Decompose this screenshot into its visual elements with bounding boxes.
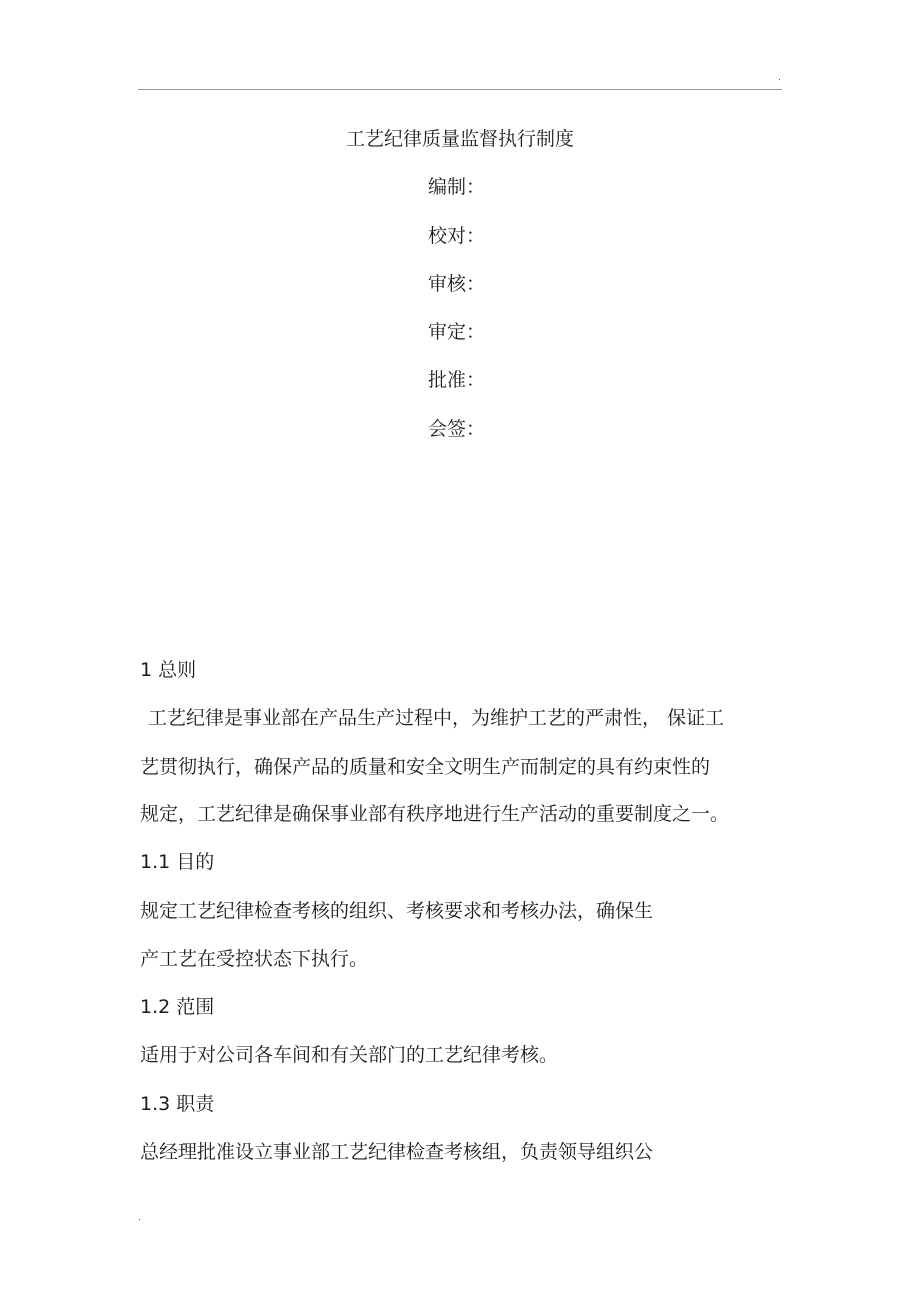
sign-field-countersign: 会签： [428, 418, 486, 440]
section-1-3-heading: 1.3 职责 [140, 1093, 215, 1115]
sign-field-verifier: 审定： [428, 321, 486, 343]
header-corner-mark: . [778, 73, 781, 83]
sign-field-reviewer: 审核： [428, 273, 486, 295]
section-1-2-line-1: 适用于对公司各车间和有关部门的工艺纪律考核。 [140, 1044, 559, 1066]
header-rule [138, 89, 782, 90]
section-1-1-line-2: 产工艺在受控状态下执行。 [140, 948, 369, 970]
section-1-1-line-1: 规定工艺纪律检查考核的组织、考核要求和考核办法，确保生 [140, 900, 654, 922]
section-1-2-heading: 1.2 范围 [140, 996, 215, 1018]
footer-corner-mark: . [138, 1213, 141, 1223]
section-1-heading: 1 总则 [140, 659, 197, 681]
sign-field-compiler: 编制： [428, 176, 486, 198]
section-1-3-line-1: 总经理批准设立事业部工艺纪律检查考核组，负责领导组织公 [140, 1141, 654, 1163]
section-1-line-2: 艺贯彻执行，确保产品的质量和安全文明生产而制定的具有约束性的 [140, 756, 711, 778]
section-1-1-heading: 1.1 目的 [140, 851, 215, 873]
document-title: 工艺纪律质量监督执行制度 [345, 128, 574, 150]
sign-field-approver: 批准： [428, 369, 486, 391]
section-1-line-3: 规定，工艺纪律是确保事业部有秩序地进行生产活动的重要制度之一。 [140, 803, 730, 825]
section-1-line-1: 工艺纪律是事业部在产品生产过程中，为维护工艺的严肃性， 保证工 [148, 707, 725, 729]
sign-field-proofreader: 校对： [428, 225, 486, 247]
